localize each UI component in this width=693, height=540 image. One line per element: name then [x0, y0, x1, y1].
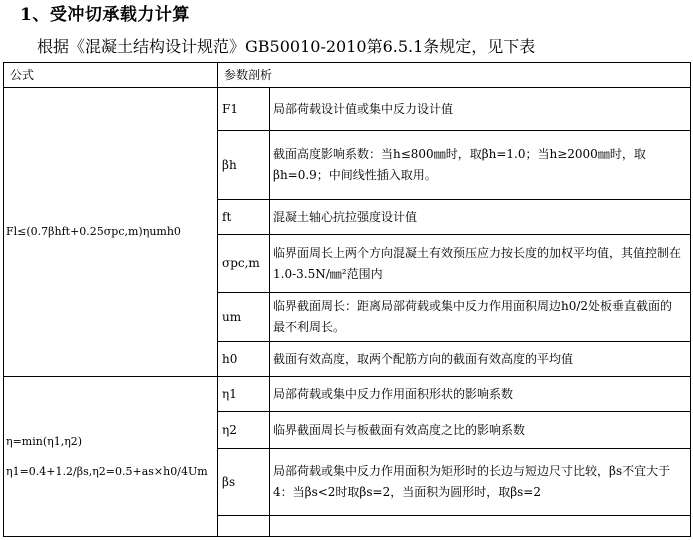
empty-cell: [270, 516, 691, 537]
param-symbol: σpc,m: [218, 235, 270, 293]
param-description: 截面有效高度，取两个配筋方向的截面有效高度的平均值: [270, 342, 691, 377]
empty-cell: [218, 516, 270, 537]
param-symbol: η1: [218, 377, 270, 412]
param-symbol: F1: [218, 88, 270, 131]
param-symbol: η2: [218, 412, 270, 449]
table-row: [4, 377, 691, 412]
table-header-row: [4, 63, 691, 88]
param-symbol: h0: [218, 342, 270, 377]
intro-text: 根据《混凝土结构设计规范》GB50010-2010第6.5.1条规定，见下表: [37, 37, 536, 56]
param-description: 局部荷载或集中反力作用面积形状的影响系数: [270, 377, 691, 412]
formula-eta12: η1=0.4+1.2/βs,η2=0.5+as×h0/4Um: [6, 464, 208, 478]
section-heading: 1、受冲切承载力计算: [20, 5, 190, 25]
param-description: 临界截面周长：距离局部荷载或集中反力作用面积周边h0/2处板垂直截面的最不利周长。: [270, 293, 691, 342]
table-row: [4, 88, 691, 131]
param-description: 截面高度影响系数：当h≤800㎜时，取βh=1.0；当h≥2000㎜时，取βh=0.9；中间线性插入取用。: [270, 131, 691, 200]
header-formula: 公式: [4, 63, 218, 88]
param-description: 临界面周长上两个方向混凝土有效预压应力按长度的加权平均值，其值控制在1.0-3.5N/㎜²范围内: [270, 235, 691, 293]
param-description: 混凝土轴心抗拉强度设计值: [270, 200, 691, 235]
param-symbol: um: [218, 293, 270, 342]
param-symbol: βh: [218, 131, 270, 200]
header-params: 参数剖析: [218, 63, 691, 88]
param-symbol: ft: [218, 200, 270, 235]
param-symbol: βs: [218, 449, 270, 516]
param-description: 局部荷载设计值或集中反力设计值: [270, 88, 691, 131]
formula-cell-2: [4, 377, 218, 537]
formula-eta: η=min(η1,η2): [6, 434, 83, 448]
punching-shear-table: [3, 62, 691, 537]
param-description: 临界截面周长与板截面有效高度之比的影响系数: [270, 412, 691, 449]
param-description: 局部荷载或集中反力作用面积为矩形时的长边与短边尺寸比较，βs不宜大于4：当βs<2时取βs=2，当面积为圆形时，取βs=2: [270, 449, 691, 516]
formula-cell-1: Fl≤(0.7βhft+0.25σpc,m)ηumh0: [4, 88, 218, 377]
